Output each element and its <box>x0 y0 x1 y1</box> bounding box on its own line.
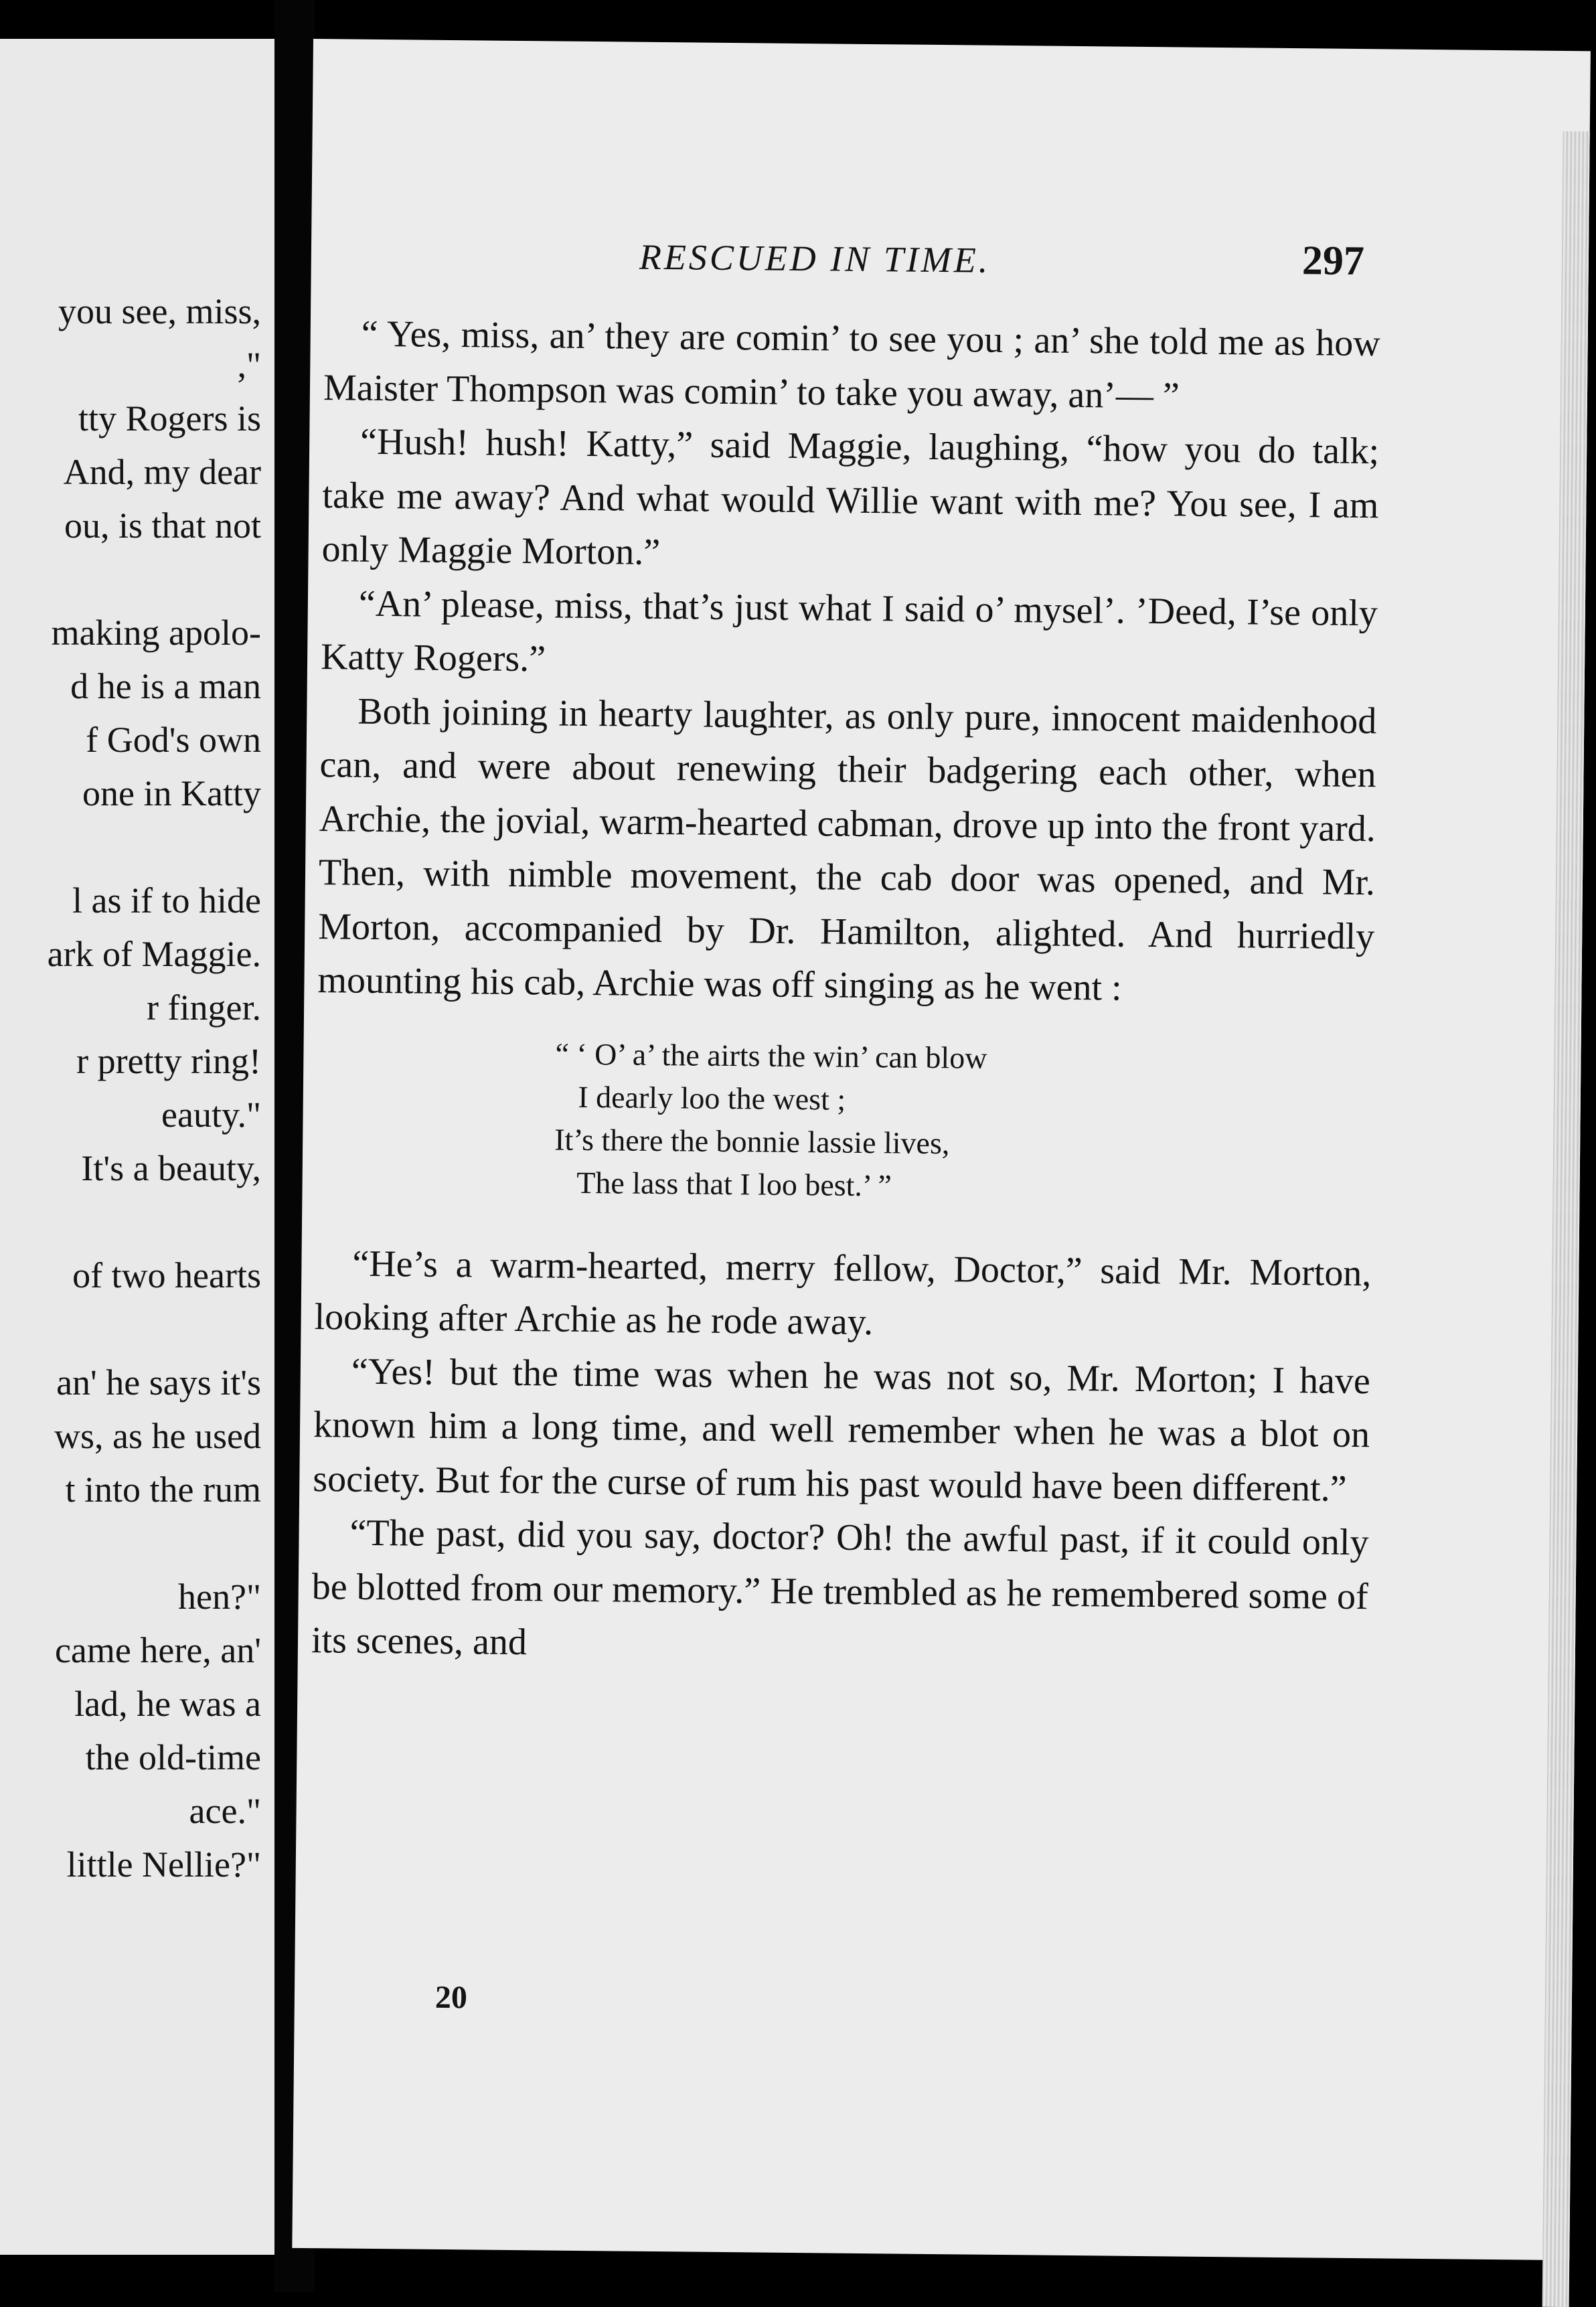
paragraph: Both joining in hearty laughter, as only pure, innocent maidenhood can, and were about renewing their badgering each other, when Archie, the jovial, warm-hearted cabman, drove up into the front yard. Then, with nimble movement, the cab door was opened, and Mr. Morton, accompanied by Dr. Hamilton, alighted. And hurriedly mounting his cab, Archie was off singing as he went : <box>317 690 1377 1009</box>
paragraph: “He’s a warm-hearted, merry fellow, Doctor,” said Mr. Morton, looking after Archie as he rode away. <box>314 1243 1372 1344</box>
paragraph: “Yes! but the time was when he was not so, Mr. Morton; I have known him a long time, and well remember when he was a blot on society. But for the curse of rum his past would have been different.” <box>313 1350 1371 1510</box>
left-page-line: of two hearts <box>72 1255 261 1295</box>
left-page-line: It's a beauty, <box>81 1148 261 1188</box>
left-page-line: tty Rogers is <box>78 398 261 439</box>
left-page-line: making apolo- <box>51 613 261 653</box>
verse-block <box>516 1032 1373 1212</box>
running-head: RESCUED IN TIME. <box>639 236 991 281</box>
left-page-line: the old-time <box>85 1737 261 1777</box>
page-edges <box>1542 131 1590 2307</box>
page-number: 297 <box>1301 238 1365 285</box>
paragraph: “An’ please, miss, that’s just what I said o’ mysel’. ’Deed, I’se only Katty Rogers.” <box>320 582 1378 680</box>
left-page-line: eauty." <box>161 1095 261 1135</box>
left-page-line: d he is a man <box>70 666 261 706</box>
verse-line: I dearly loo the west ; <box>554 1079 846 1117</box>
left-page-line: r pretty ring! <box>76 1041 261 1081</box>
left-page-line: ws, as he used <box>54 1416 261 1456</box>
left-page-line: r finger. <box>147 987 261 1028</box>
verse-line: “ ‘ O’ a’ the airts the win’ can blow <box>555 1036 987 1075</box>
left-page-line: ace." <box>189 1791 261 1831</box>
left-page <box>0 39 274 2255</box>
left-page-line: an' he says it's <box>56 1362 261 1403</box>
page-header <box>311 233 1382 297</box>
left-page-line: And, my dear <box>63 452 261 492</box>
signature-mark: 20 <box>434 1979 468 2016</box>
left-page-line: t into the rum <box>65 1469 261 1510</box>
left-page-line: ou, is that not <box>64 505 261 546</box>
left-page-line: f God's own <box>86 720 261 760</box>
paragraph: “ Yes, miss, an’ they are comin’ to see you ; an’ she told me as how Maister Thompson was comin’ to take you away, an’— ” <box>323 313 1381 416</box>
left-page-line: one in Katty <box>82 773 261 813</box>
left-page-line: came here, an' <box>54 1630 261 1670</box>
left-page-line: ark of Maggie. <box>47 934 261 974</box>
body-text <box>311 307 1380 1678</box>
paragraph: “Hush! hush! Katty,” said Maggie, laughing, “how you do talk; take me away? And what would Willie want with me? You see, I am only Maggie Morton.” <box>321 420 1380 574</box>
left-page-line: lad, he was a <box>74 1684 261 1724</box>
left-page-line: l as if to hide <box>72 880 261 921</box>
left-page-line: hen?" <box>178 1577 261 1617</box>
verse-line: It’s there the bonnie lassie lives, <box>554 1122 950 1160</box>
left-page-line: you see, miss, <box>58 291 261 331</box>
left-page-line: little Nellie?" <box>66 1844 261 1885</box>
left-page-line: ," <box>237 345 261 385</box>
paragraph: “The past, did you say, doctor? Oh! the awful past, if it could only be blotted from our memory.” He trembled as he remembered some of its scenes, and <box>311 1512 1369 1664</box>
right-page <box>292 39 1591 2260</box>
verse-line: The lass that I loo best.’ ” <box>554 1165 892 1202</box>
